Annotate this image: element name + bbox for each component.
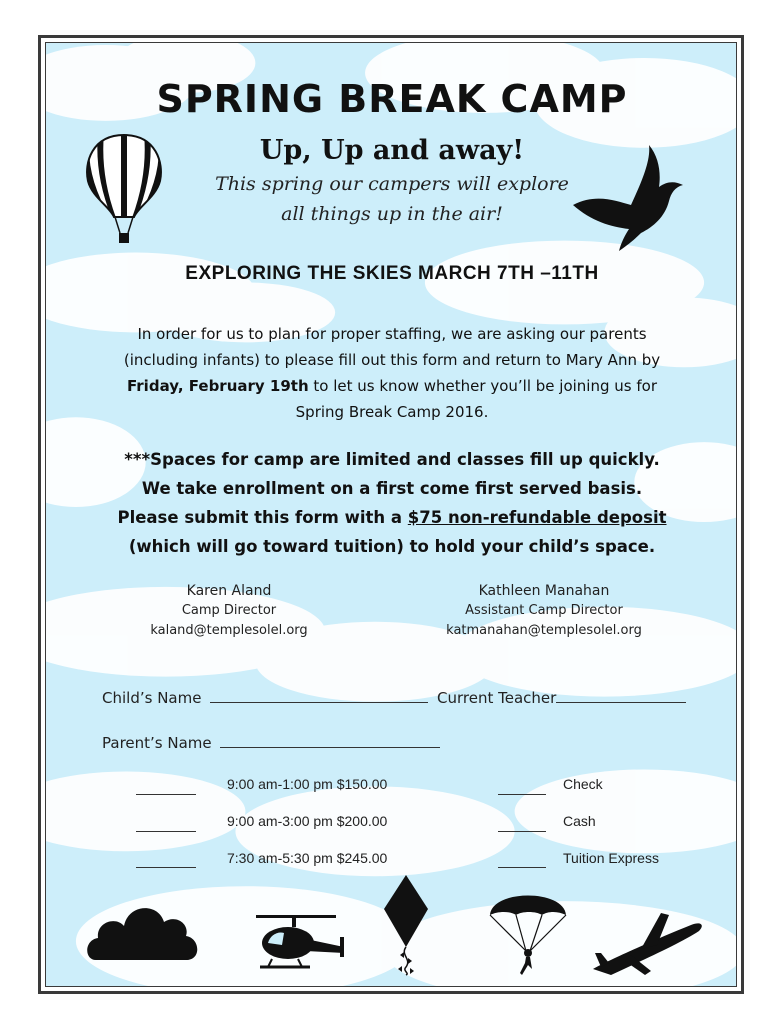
airplane-icon xyxy=(591,909,706,977)
staff-email[interactable]: kaland@templesolel.org xyxy=(150,623,308,638)
flyer xyxy=(45,42,737,987)
camp-dates-heading: EXPLORING THE SKIES MARCH 7TH –11TH xyxy=(185,263,599,284)
staff-name: Karen Aland xyxy=(186,583,272,599)
staff-role: Assistant Camp Director xyxy=(465,603,623,618)
payment-option-blank[interactable] xyxy=(498,830,546,832)
warning-line: Please submit this form with a $75 non-refundable deposit xyxy=(117,508,667,527)
time-option-blank[interactable] xyxy=(136,830,196,832)
enrollment-warning xyxy=(46,445,737,561)
deposit-amount: $75 non-refundable deposit xyxy=(407,508,667,527)
paragraph-line: In order for us to plan for proper staffing, we are asking our parents xyxy=(137,325,647,343)
bird-icon xyxy=(571,143,686,253)
time-option: 9:00 am-3:00 pm $200.00 xyxy=(227,813,388,829)
child-name-field[interactable] xyxy=(210,701,428,703)
staff-name: Kathleen Manahan xyxy=(478,583,610,599)
payment-option: Cash xyxy=(563,813,596,829)
hot-air-balloon-icon xyxy=(84,133,164,251)
staff-role: Camp Director xyxy=(181,603,277,618)
current-teacher-label: Current Teacher xyxy=(437,689,557,707)
payment-option-blank[interactable] xyxy=(498,866,546,868)
assistant-director-contact xyxy=(414,581,674,641)
parent-name-label: Parent’s Name xyxy=(102,734,212,752)
time-option: 9:00 am-1:00 pm $150.00 xyxy=(227,776,388,792)
helicopter-icon xyxy=(246,903,351,978)
warning-line: ***Spaces for camp are limited and classes fill up quickly. xyxy=(124,450,660,469)
intro-line-2: all things up in the air! xyxy=(281,203,503,225)
warning-line: (which will go toward tuition) to hold your child’s space. xyxy=(128,537,656,556)
child-name-row xyxy=(102,689,686,707)
time-option-blank[interactable] xyxy=(136,793,196,795)
intro-line-1: This spring our campers will explore xyxy=(215,173,569,195)
time-option: 7:30 am-5:30 pm $245.00 xyxy=(227,850,388,866)
current-teacher-field[interactable] xyxy=(556,701,686,703)
paragraph-line: Friday, February 19th to let us know whether you’ll be joining us for xyxy=(127,377,657,395)
cloud-icon xyxy=(86,898,201,963)
camp-director-contact xyxy=(99,581,359,641)
page-title: SPRING BREAK CAMP xyxy=(156,77,628,121)
parent-name-row xyxy=(102,734,440,752)
payment-option-blank[interactable] xyxy=(498,793,546,795)
deadline-date: Friday, February 19th xyxy=(127,377,309,395)
paragraph-line: (including infants) to please fill out this form and return to Mary Ann by xyxy=(123,351,661,369)
child-name-label: Child’s Name xyxy=(102,689,202,707)
parent-name-field[interactable] xyxy=(220,746,440,748)
staff-email[interactable]: katmanahan@templesolel.org xyxy=(446,623,642,638)
paragraph-line: Spring Break Camp 2016. xyxy=(295,403,489,421)
payment-option: Tuition Express xyxy=(563,850,659,866)
payment-option: Check xyxy=(563,776,603,792)
warning-line: We take enrollment on a first come first served basis. xyxy=(141,479,643,498)
time-option-blank[interactable] xyxy=(136,866,196,868)
parachute-icon xyxy=(486,885,571,977)
kite-icon xyxy=(376,875,436,975)
tagline: Up, Up and away! xyxy=(259,135,525,166)
instructions-paragraph xyxy=(46,321,737,425)
